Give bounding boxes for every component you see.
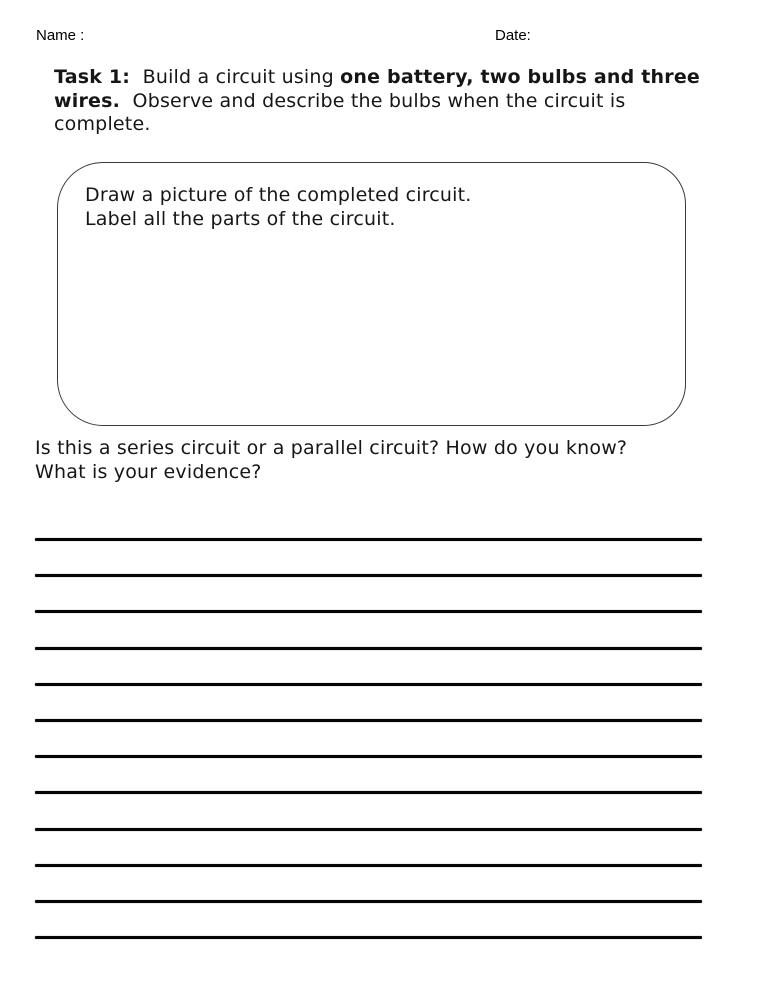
task-text-3: complete. <box>54 113 151 135</box>
task-label: Task 1: <box>54 66 131 88</box>
answer-rule <box>35 936 702 939</box>
answer-rule <box>35 791 702 794</box>
answer-rule <box>35 574 702 577</box>
answer-rule <box>35 900 702 903</box>
question-line-2: What is your evidence? <box>35 461 262 483</box>
name-label: Name : <box>36 27 85 44</box>
task-text-2: Observe and describe the bulbs when the circuit is <box>120 89 626 112</box>
task-line-2 <box>54 90 714 114</box>
answer-rule <box>35 683 702 686</box>
task-materials-bold-2: wires. <box>54 89 121 112</box>
question-text <box>35 436 735 484</box>
answer-rule <box>35 755 702 758</box>
drawing-instruction-1: Draw a picture of the completed circuit. <box>85 184 472 206</box>
date-label: Date: <box>495 27 531 44</box>
task-materials-bold: one battery, two bulbs and three <box>340 66 701 88</box>
answer-rule <box>35 864 702 867</box>
task-instructions <box>54 66 714 137</box>
task-text: Build a circuit using <box>130 66 341 88</box>
answer-rule <box>35 828 702 831</box>
answer-rule <box>35 538 702 541</box>
drawing-area <box>57 162 686 426</box>
task-line-3 <box>54 113 714 137</box>
drawing-instruction-2: Label all the parts of the circuit. <box>85 207 396 230</box>
task-line-1 <box>54 66 714 90</box>
question-line-1: Is this a series circuit or a parallel circuit? How do you know? <box>35 437 628 459</box>
answer-rule <box>35 610 702 613</box>
answer-rule <box>35 719 702 722</box>
answer-rule <box>35 647 702 650</box>
